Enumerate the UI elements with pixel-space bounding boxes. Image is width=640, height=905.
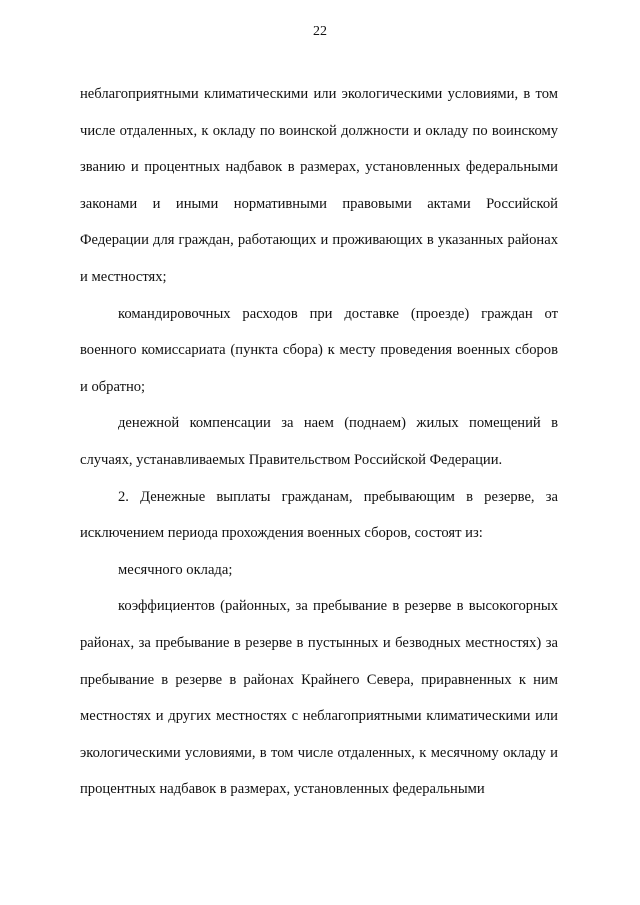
paragraph-monthly-salary: месячного оклада; bbox=[118, 561, 233, 578]
document-body bbox=[80, 76, 558, 808]
paragraph-housing-compensation: денежной компенсации за наем (поднаем) жилых помещений в случаях, устанавливаемых Правительством Российской Федерации. bbox=[80, 415, 558, 468]
paragraph-reserve-payments: 2. Денежные выплаты гражданам, пребывающим в резерве, за исключением периода прохождения военных сборов, состоят из: bbox=[80, 488, 558, 542]
paragraph-coefficients: коэффициентов (районных, за пребывание в резерве в высокогорных районах, за пребывание в резерве в пустынных и безводных местностях) за пребывание в резерве в районах Крайнего Севера, приравненных к ним местностях и других местностях с неблагоприятными климатическими или экологическими условиями, в том числе отдаленных, к месячному окладу и процентных надбавок в размерах, установленных федеральными bbox=[80, 598, 558, 798]
page-number: 22 bbox=[313, 24, 327, 39]
paragraph-travel-expenses: командировочных расходов при доставке (проезде) граждан от военного комиссариата (пункта сбора) к месту проведения военных сборов и обратно; bbox=[80, 305, 558, 395]
paragraph-continuation: неблагоприятными климатическими или экологическими условиями, в том числе отдаленных, к окладу по воинской должности и окладу по воинскому званию и процентных надбавок в размерах, установленных федеральными законами и иными нормативными правовыми актами Российской Федерации для граждан, работающих и проживающих в указанных районах и местностях; bbox=[80, 86, 558, 285]
